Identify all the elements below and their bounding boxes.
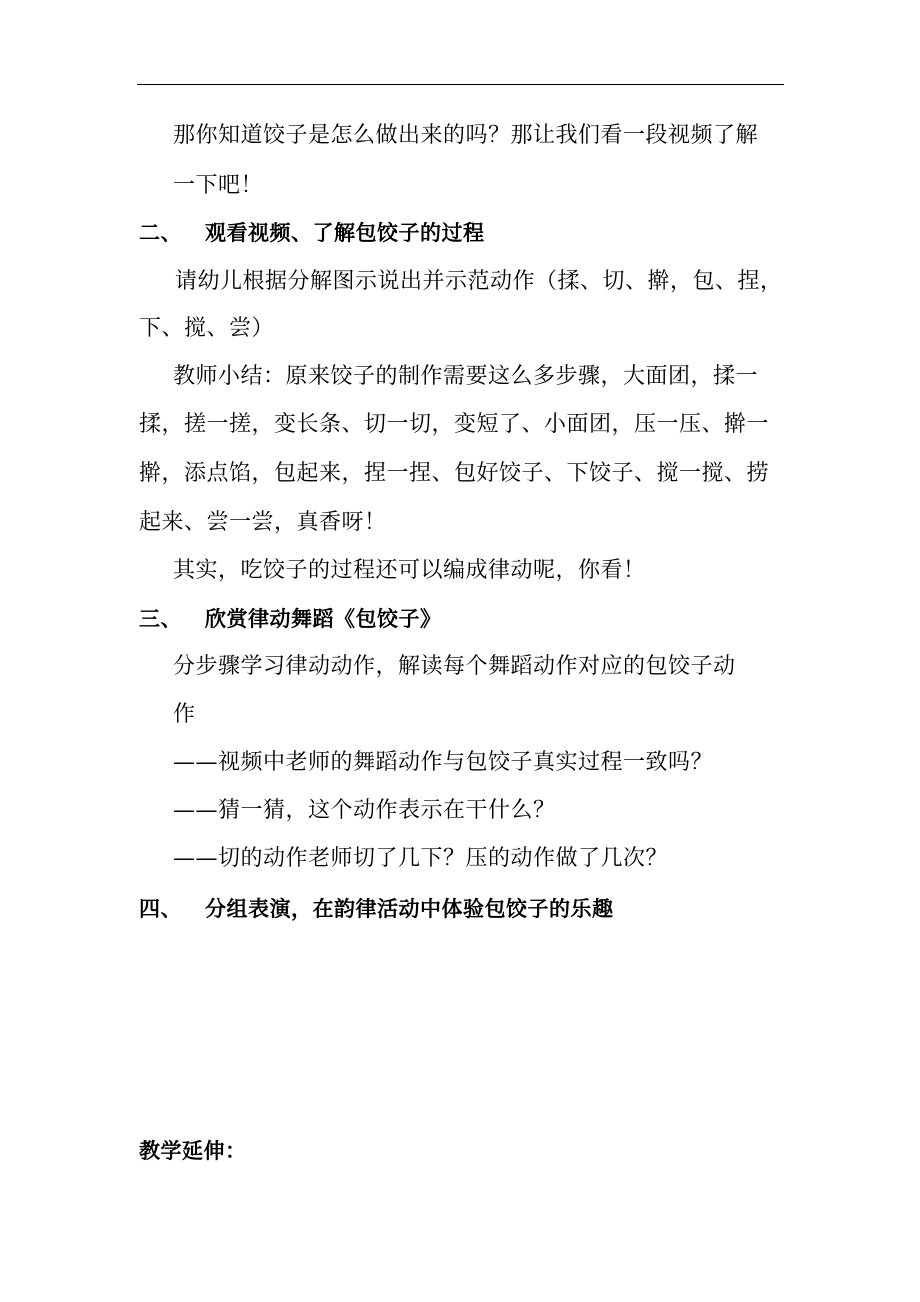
summary-line-3: 擀，添点馅，包起来，捏一捏、包好饺子、下饺子、搅一搅、捞: [139, 461, 770, 486]
section-2-instruction-line-1: 请幼儿根据分解图示说出并示范动作（揉、切、擀，包、捏，: [175, 269, 783, 294]
section-2-title: 观看视频、了解包饺子的过程: [205, 221, 485, 245]
section-3-number: 三、: [139, 607, 182, 631]
question-2: ——猜一猜，这个动作表示在干什么？: [173, 798, 556, 823]
intro-line-1: 那你知道饺子是怎么做出来的吗？那让我们看一段视频了解: [173, 123, 759, 148]
section-3-title: 欣赏律动舞蹈《包饺子》: [205, 607, 442, 631]
section-3-intro-line-2: 作: [173, 702, 196, 727]
header-rule: [137, 84, 784, 85]
section-2-number: 二、: [139, 221, 182, 245]
section-3-heading: [139, 604, 442, 634]
section-4-heading: [139, 894, 614, 924]
section-3-intro-line-1: 分步骤学习律动动作，解读每个舞蹈动作对应的包饺子动: [173, 654, 736, 679]
summary-line-1: 教师小结：原来饺子的制作需要这么多步骤，大面团，揉一: [173, 364, 759, 389]
transition-line: 其实，吃饺子的过程还可以编成律动呢，你看！: [173, 558, 646, 583]
summary-line-4: 起来、尝一尝，真香呀！: [139, 510, 387, 535]
intro-line-2: 一下吧！: [173, 173, 264, 198]
section-4-title: 分组表演，在韵律活动中体验包饺子的乐趣: [205, 897, 614, 921]
question-1: ——视频中老师的舞蹈动作与包饺子真实过程一致吗？: [173, 750, 714, 775]
section-2-instruction-line-2: 下、搅、尝）: [139, 316, 275, 341]
extension-label: 教学延伸：: [139, 1139, 247, 1163]
section-2-heading: [139, 218, 485, 248]
section-4-number: 四、: [139, 897, 182, 921]
summary-line-2: 揉，搓一搓，变长条、切一切，变短了、小面团，压一压、擀一: [139, 412, 770, 437]
question-3: ——切的动作老师切了几下？压的动作做了几次？: [173, 846, 669, 871]
